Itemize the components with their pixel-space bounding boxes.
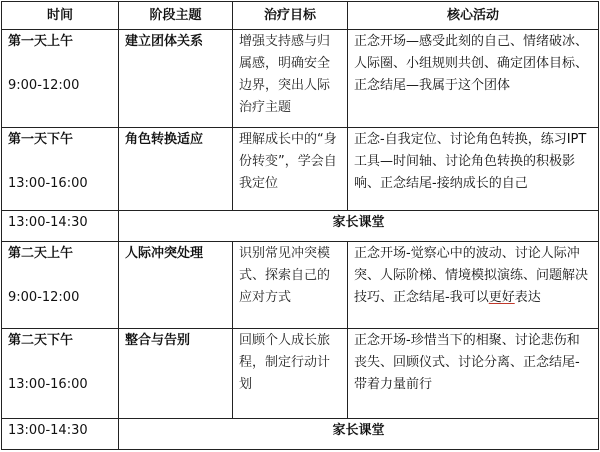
header-activity: 核心活动: [348, 2, 599, 30]
table-row: [2, 127, 599, 210]
header-goal: 治疗目标: [233, 2, 348, 30]
stage-theme: 整合与告别: [119, 329, 233, 418]
activity-text-end: 表达: [514, 290, 541, 306]
core-activity: 正念开场—感受此刻的自己、情绪破冰、人际圈、小组规则共创、确定团体目标、正念结尾—我属于这个团体: [348, 30, 599, 128]
parent-class-row: [2, 210, 599, 241]
core-activity: 正念开场-珍惜当下的相聚、讨论悲伤和丧失、回顾仪式、讨论分离、正念结尾-带着力量前行: [348, 329, 599, 418]
header-stage: 阶段主题: [119, 2, 233, 30]
stage-theme: 角色转换适应: [119, 127, 233, 210]
header-row: [2, 2, 599, 30]
session-time-range: 9:00-12:00: [8, 290, 80, 306]
session-time-range: 9:00-12:00: [8, 78, 80, 93]
table-row: [2, 30, 599, 128]
parent-class-time: 13:00-14:30: [2, 210, 119, 241]
parent-class-row: [2, 418, 599, 449]
session-time-range: 13:00-16:00: [8, 377, 88, 393]
parent-class-time: 13:00-14:30: [2, 418, 119, 449]
session-time-range: 13:00-16:00: [8, 175, 88, 191]
header-time: 时间: [2, 2, 119, 30]
session-title: 第二天下午: [8, 333, 74, 349]
stage-theme: 建立团体关系: [119, 30, 233, 128]
time-cell: [2, 30, 119, 128]
time-cell: [2, 127, 119, 210]
table-row: [2, 329, 599, 418]
therapy-goal: 回顾个人成长旅程，制定行动计划: [233, 329, 348, 418]
therapy-goal: 识别常见冲突模式、探索自己的应对方式: [233, 242, 348, 329]
spellcheck-marked-text: 更好: [488, 290, 515, 306]
time-cell: [2, 242, 119, 329]
parent-class-label: 家长课堂: [119, 210, 599, 241]
session-title: 第一天上午: [8, 34, 74, 49]
stage-theme: 人际冲突处理: [119, 242, 233, 329]
parent-class-label: 家长课堂: [119, 418, 599, 449]
therapy-goal: 增强支持感与归属感，明确安全边界，突出人际治疗主题: [233, 30, 348, 128]
session-title: 第一天下午: [8, 131, 74, 147]
table-row: [2, 242, 599, 329]
schedule-table: [1, 1, 599, 450]
session-title: 第二天上午: [8, 246, 74, 262]
core-activity: 正念-自我定位、讨论角色转换，练习IPT工具—时间轴、讨论角色转换的积极影响、正念结尾-接纳成长的自己: [348, 127, 599, 210]
core-activity: [348, 242, 599, 329]
time-cell: [2, 329, 119, 418]
activity-text: 正念开场-觉察心中的波动、讨论人际冲突、人际阶梯、情境模拟演练、问题解决技巧、正念结尾-我可以: [354, 246, 589, 306]
therapy-goal: 理解成长中的“身份转变”，学会自我定位: [233, 127, 348, 210]
